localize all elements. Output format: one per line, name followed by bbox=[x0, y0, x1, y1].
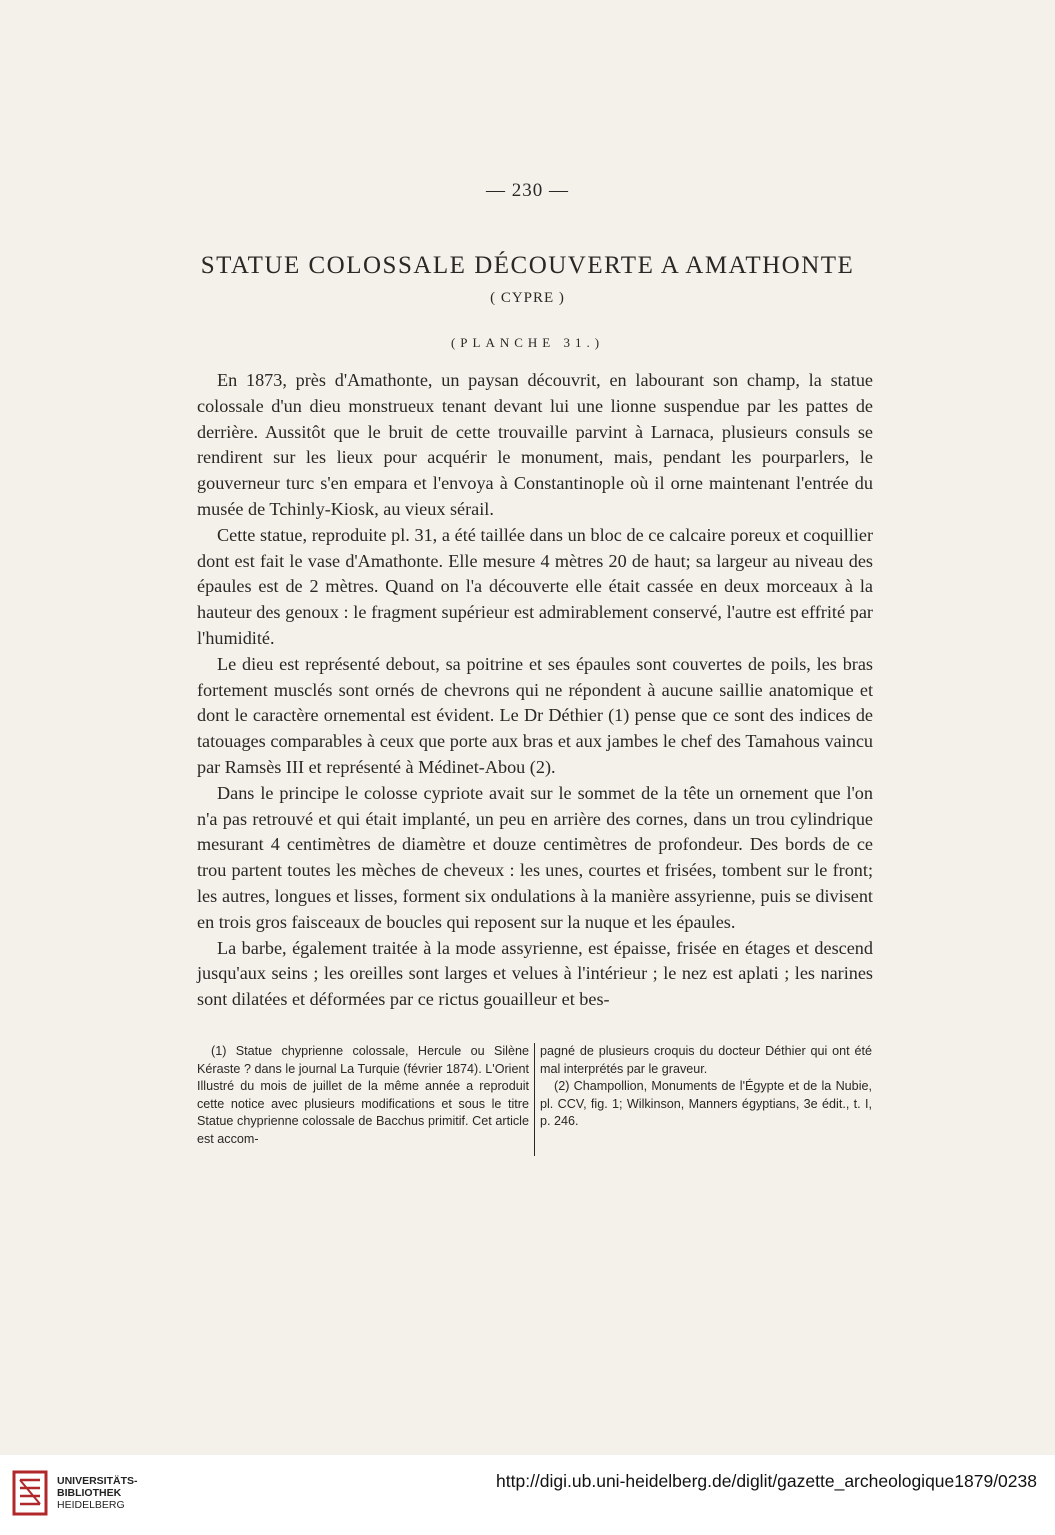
library-name-line1: UNIVERSITÄTS- bbox=[57, 1475, 138, 1487]
footnote-divider bbox=[534, 1043, 535, 1156]
library-name bbox=[57, 1475, 138, 1511]
library-footer bbox=[0, 1455, 1055, 1535]
paragraph: En 1873, près d'Amathonte, un paysan découvrit, en labourant son champ, la statue colossale d'un dieu monstrueux tenant devant lui une lionne suspendue par les pattes de derrière. Aussitôt que le bruit de cette trouvaille parvint à Larnaca, plusieurs consuls se rendirent sur les lieux pour acquérir le monument, mais, pendant les pourparlers, le gouverneur turc s'en empara et l'envoya à Constantinople où il orne maintenant l'entrée du musée de Tchinly-Kiosk, au vieux sérail. bbox=[197, 370, 873, 519]
library-name-line3: HEIDELBERG bbox=[57, 1499, 125, 1511]
paragraph: La barbe, également traitée à la mode assyrienne, est épaisse, frisée en étages et descend jusqu'aux seins ; les oreilles sont larges et velues à l'intérieur ; le nez est aplati ; les narines sont dilatées et déformées par ce rictus gouailleur et bes- bbox=[197, 937, 873, 1010]
article-title: STATUE COLOSSALE DÉCOUVERTE A AMATHONTE bbox=[200, 252, 855, 279]
plate-reference: (PLANCHE 31.) bbox=[450, 335, 605, 350]
footnote-column-left bbox=[197, 1043, 529, 1156]
article-body bbox=[197, 368, 873, 1013]
footnote-1-continued: pagné de plusieurs croquis du docteur Déthier qui ont été mal interprétés par le graveur. bbox=[540, 1044, 872, 1076]
footnotes bbox=[197, 1043, 873, 1156]
article-subtitle: ( CYPRE ) bbox=[490, 290, 565, 306]
paragraph: Le dieu est représenté debout, sa poitrine et ses épaules sont couvertes de poils, les bras fortement musclés sont ornés de chevrons qui ne répondent à aucune saillie anatomique et dont le caractère ornemental est évident. Le Dr Déthier (1) pense que ce sont des indices de tatouages comparables à ceux que porte aux bras et aux jambes le chef des Tamahous vaincu par Ramsès III et représenté à Médinet-Abou (2). bbox=[197, 653, 873, 777]
page-number: — 230 — bbox=[486, 180, 569, 201]
library-name-line2: BIBLIOTHEK bbox=[57, 1487, 122, 1499]
paragraph: Dans le principe le colosse cypriote avait sur le sommet de la tête un ornement que l'on n'a pas retrouvé et qui était implanté, un peu en arrière des cornes, dans un trou cylindrique mesurant 4 centimètres de diamètre et douze centimètres de profondeur. Des bords de ce trou partent toutes les mèches de cheveux : les unes, courtes et frisées, tombent sur le front; les autres, longues et lisses, forment six ondulations à la manière assyrienne, puis se divisent en trois gros faisceaux de boucles qui reposent sur la nuque et les épaules. bbox=[197, 782, 873, 932]
footnote-column-right bbox=[540, 1043, 872, 1156]
footnote-1: (1) Statue chyprienne colossale, Hercule ou Silène Kéraste ? dans le journal La Turquie (février 1874). L'Orient Illustré du mois de juillet de la même année a reproduit cette notice avec plusieurs modifications et sous le titre Statue chyprienne colossale de Bacchus primitif. Cet article est accom- bbox=[197, 1044, 529, 1146]
paragraph: Cette statue, reproduite pl. 31, a été taillée dans un bloc de ce calcaire poreux et coquillier dont est fait le vase d'Amathonte. Elle mesure 4 mètres 20 de haut; sa largeur au niveau des épaules est de 2 mètres. Quand on l'a découverte elle était cassée en deux morceaux à la hauteur des genoux : le fragment supérieur est admirablement conservé, l'autre est effrité par l'humidité. bbox=[197, 524, 873, 648]
source-url-link[interactable]: http://digi.ub.uni-heidelberg.de/diglit/gazette_archeologique1879/0238 bbox=[496, 1471, 1037, 1491]
library-logo-icon bbox=[12, 1470, 48, 1516]
footnote-2: (2) Champollion, Monuments de l'Égypte et de la Nubie, pl. CCV, fig. 1; Wilkinson, Manners égyptians, 3e édit., t. I, p. 246. bbox=[540, 1079, 872, 1129]
